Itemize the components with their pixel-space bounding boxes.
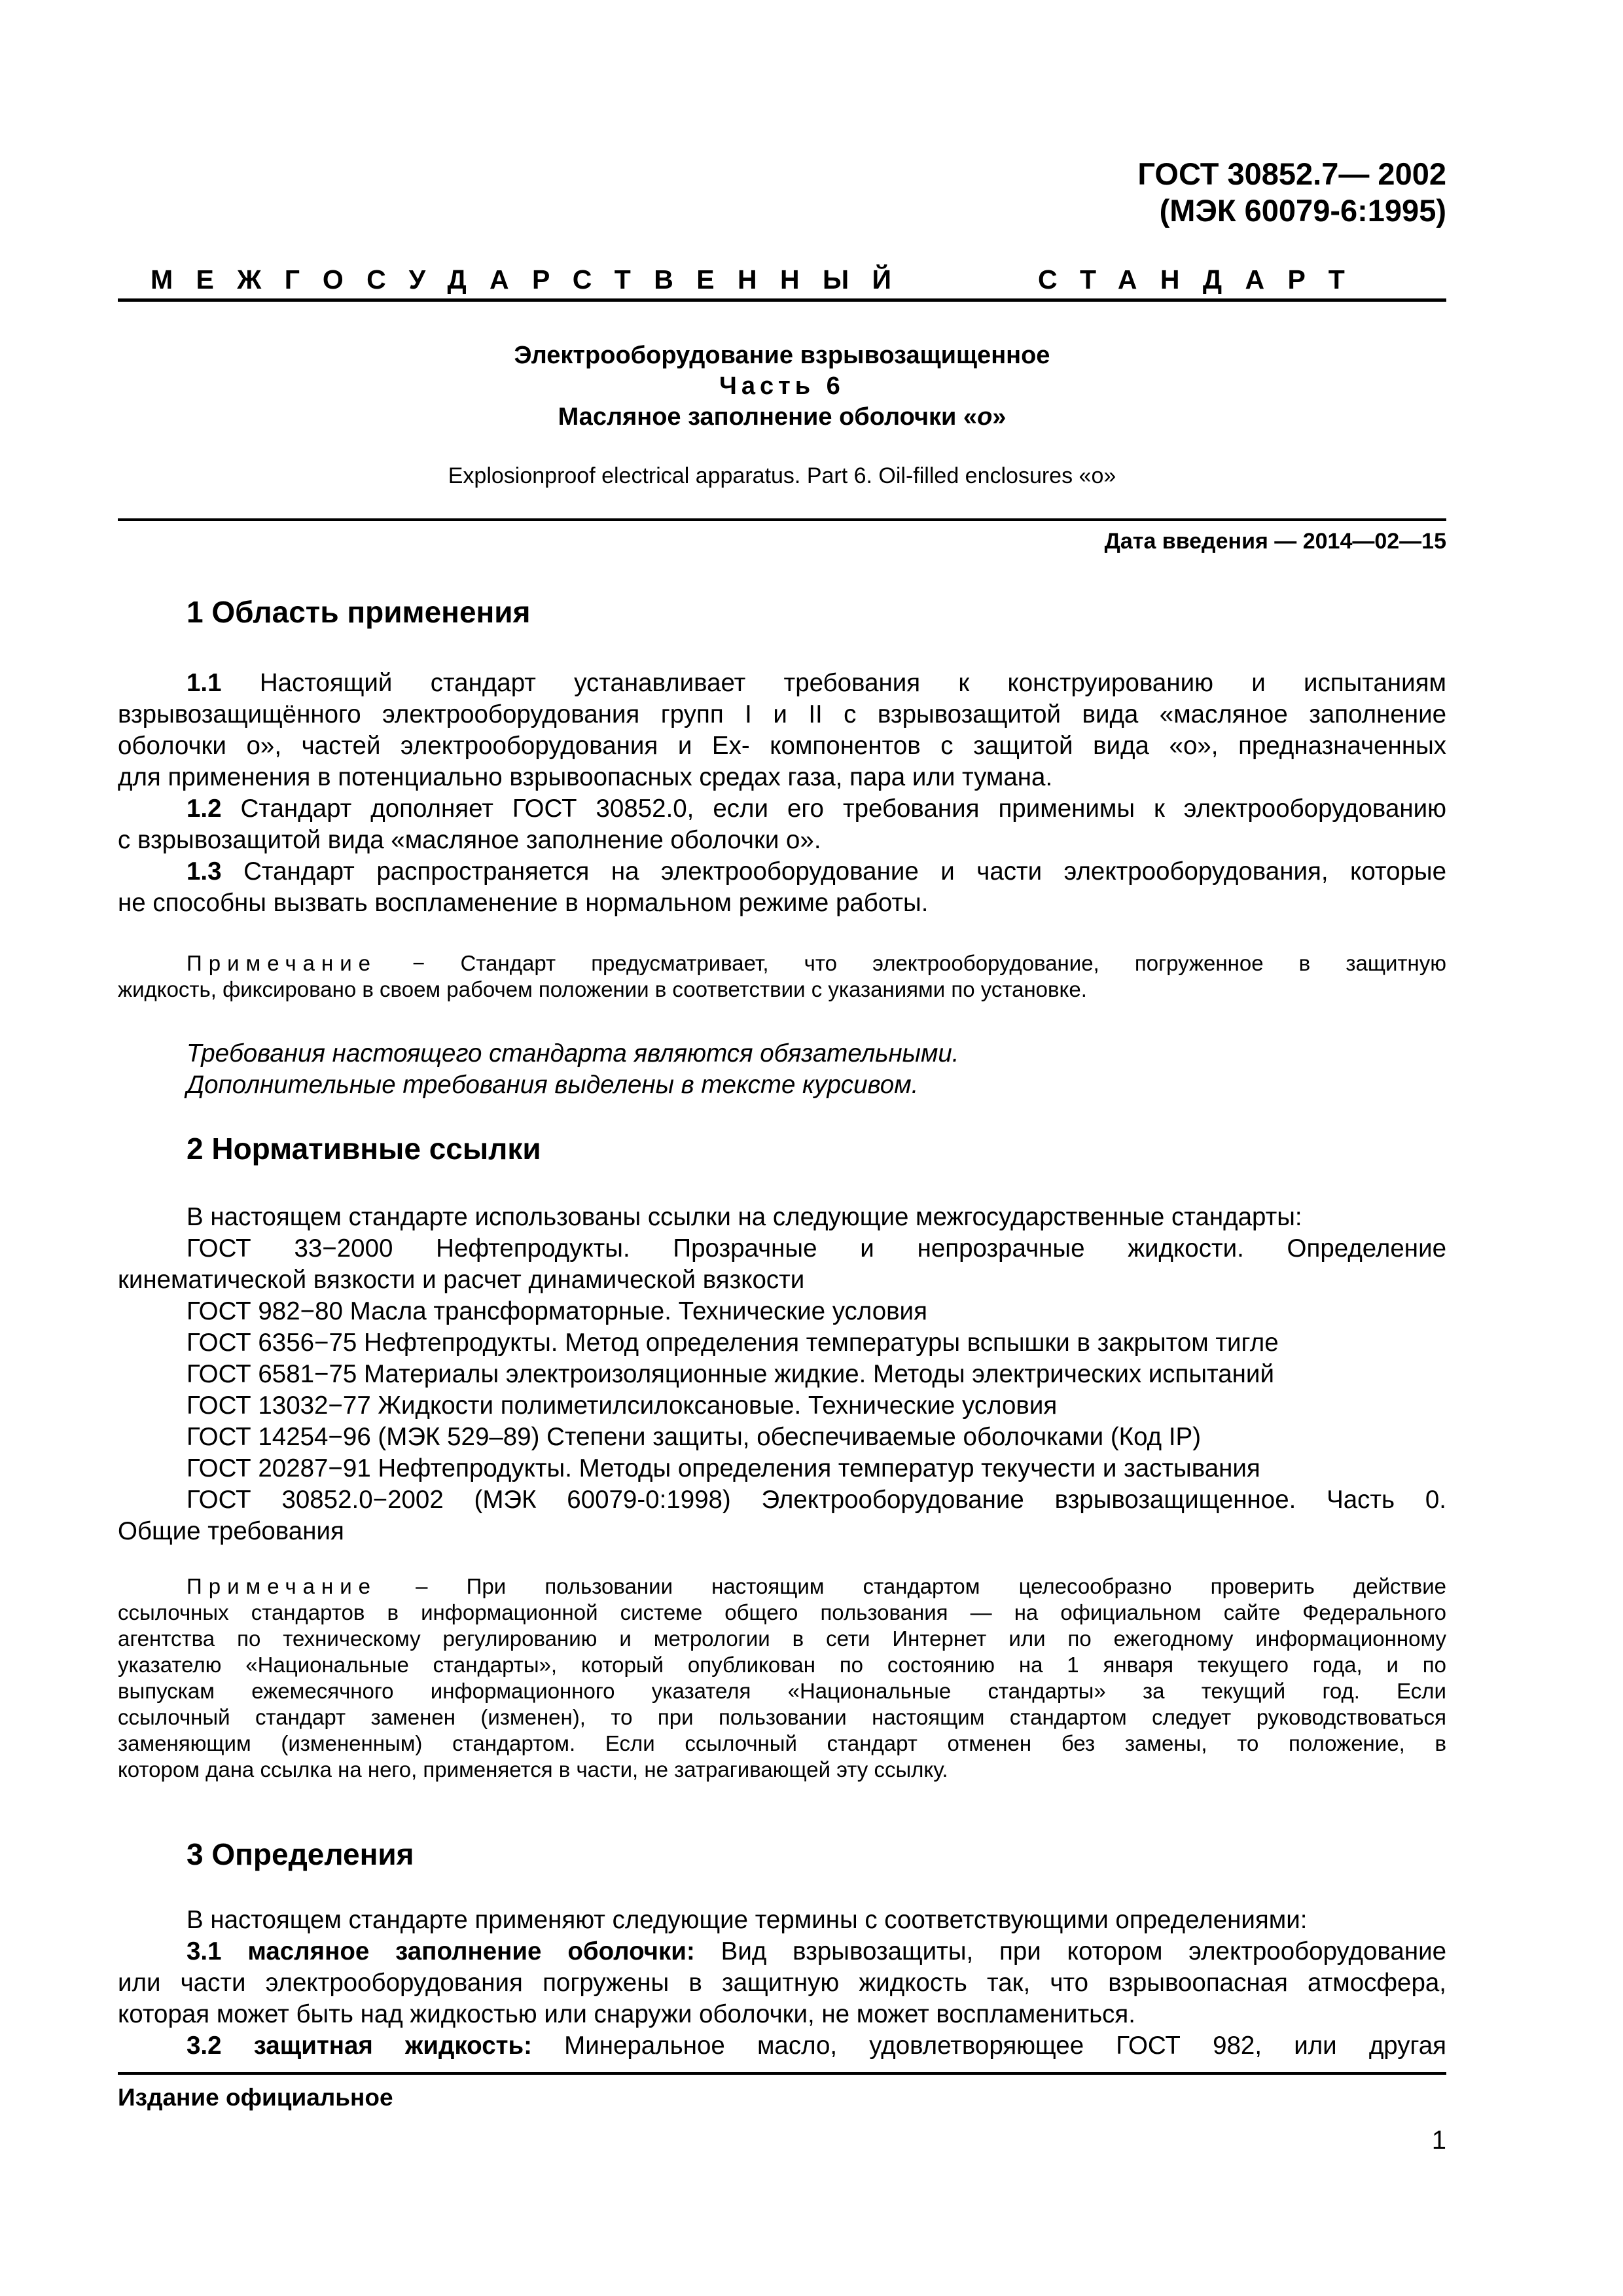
- english-title: Explosionproof electrical apparatus. Part 6. Oil-filled enclosures «o»: [448, 463, 1116, 488]
- para-1-2-line-2: с взрывозащитой вида «масляное заполнение оболочки о».: [118, 826, 821, 854]
- ref-gost-6356: ГОСТ 6356−75 Нефтепродукты. Метод определения температуры вспышки в закрытом тигле: [187, 1329, 1279, 1357]
- title-rule: [118, 518, 1446, 521]
- definitions-intro: В настоящем стандарте применяют следующие термины с соответствующими определениями:: [187, 1906, 1308, 1934]
- banner-word-1: МЕЖГОСУДАРСТВЕННЫЙ: [151, 264, 915, 295]
- note-2-line-1: Примечание – При пользовании настоящим стандартом целесообразно проверить действие: [187, 1574, 1446, 1598]
- section-3-body: [118, 1905, 1446, 2062]
- page-number: 1: [1431, 2126, 1446, 2155]
- iec-number: (МЭК 60079-6:1995): [1159, 193, 1446, 228]
- section-2-body: [118, 1202, 1446, 1547]
- section-3-heading: 3 Определения: [187, 1837, 414, 1871]
- ref-gost-20287: ГОСТ 20287−91 Нефтепродукты. Методы определения температур текучести и застывания: [187, 1454, 1260, 1482]
- section-1-heading: 1 Область применения: [187, 595, 531, 629]
- ref-gost-14254: ГОСТ 14254−96 (МЭК 529–89) Степени защиты, обеспечиваемые оболочками (Код IP): [187, 1423, 1202, 1451]
- note-2-line-7: заменяющим (измененным) стандартом. Если ссылочный стандарт отменен без замены, то положение, в: [118, 1731, 1446, 1755]
- ref-gost-33-cont: кинематической вязкости и расчет динамической вязкости: [118, 1266, 805, 1294]
- def-3-1-line-1: 3.1 масляное заполнение оболочки: Вид взрывозащиты, при котором электрооборудование: [187, 1937, 1447, 1965]
- standard-code: [1137, 156, 1446, 229]
- banner-word-2: СТАНДАРТ: [1038, 264, 1368, 295]
- note-2-line-3: агентства по техническому регулированию и метрологии в сети Интернет или по ежегодному информационному: [118, 1626, 1446, 1651]
- document-page: [118, 0, 1446, 2296]
- header-rule: [118, 298, 1446, 302]
- document-title: [118, 340, 1446, 433]
- para-1-1-line-4: для применения в потенциально взрывоопасных средах газа, пара или тумана.: [118, 763, 1053, 791]
- para-1-1-line-3: оболочки о», частей электрооборудования и Ex- компонентов с защитой вида «о», предназначенных: [118, 732, 1446, 760]
- mandatory-line-1: Требования настоящего стандарта являются обязательными.: [187, 1039, 959, 1067]
- section-1-note: [118, 950, 1446, 1003]
- para-1-3-line-1: 1.3 Стандарт распространяется на электрооборудование и части электрооборудования, которые: [187, 857, 1446, 886]
- note-2-line-5: выпускам ежемесячного информационного указателя «Национальные стандарты» за текущий год. Если: [118, 1679, 1446, 1703]
- def-3-2-line-1: 3.2 защитная жидкость: Минеральное масло, удовлетворяющее ГОСТ 982, или другая: [187, 2032, 1446, 2060]
- ref-gost-13032: ГОСТ 13032−77 Жидкости полиметилсилоксановые. Технические условия: [187, 1391, 1058, 1420]
- note-1-line-1: Примечание − Стандарт предусматривает, что электрооборудование, погруженное в защитную: [187, 951, 1447, 975]
- ref-gost-6581: ГОСТ 6581−75 Материалы электроизоляционные жидкие. Методы электрических испытаний: [187, 1360, 1274, 1388]
- title-line-1: Электрооборудование взрывозащищенное: [514, 342, 1050, 369]
- section-1-body: [118, 668, 1446, 919]
- ref-gost-30852-0-cont: Общие требования: [118, 1517, 344, 1545]
- mandatory-requirements: [118, 1038, 1446, 1101]
- para-1-3-line-2: не способны вызвать воспламенение в нормальном режиме работы.: [118, 889, 929, 917]
- para-1-1-line-2: взрывозащищённого электрооборудования групп I и II с взрывозащитой вида «масляное заполнение: [118, 700, 1446, 728]
- title-line-3: Масляное заполнение оболочки «о»: [558, 403, 1007, 431]
- standard-number: ГОСТ 30852.7— 2002: [1137, 156, 1446, 191]
- ref-gost-982: ГОСТ 982−80 Масла трансформаторные. Технические условия: [187, 1297, 927, 1325]
- note-2-line-2: ссылочных стандартов в информационной системе общего пользования — на официальном сайте Федерального: [118, 1600, 1446, 1624]
- note-2-line-6: ссылочный стандарт заменен (изменен), то при пользовании настоящим стандартом следует руководствоваться: [118, 1705, 1446, 1729]
- section-2-note: [118, 1573, 1446, 1783]
- para-1-2-line-1: 1.2 Стандарт дополняет ГОСТ 30852.0, если его требования применимы к электрооборудованию: [187, 795, 1446, 823]
- note-1-line-2: жидкость, фиксировано в своем рабочем положении в соответствии с указаниями по установке.: [118, 977, 1087, 1001]
- def-3-1-line-2: или части электрооборудования погружены в защитную жидкость так, что взрывоопасная атмосфера,: [118, 1969, 1446, 1997]
- introduction-date: Дата введения — 2014—02—15: [1104, 529, 1446, 554]
- footer-rule: [118, 2072, 1446, 2075]
- official-edition: Издание официальное: [118, 2084, 393, 2111]
- para-1-1-line-1: 1.1 Настоящий стандарт устанавливает требования к конструированию и испытаниям: [187, 669, 1446, 697]
- mandatory-line-2: Дополнительные требования выделены в тексте курсивом.: [187, 1071, 919, 1099]
- note-2-line-4: указателю «Национальные стандарты», который опубликован по состоянию на 1 января текущего года, и по: [118, 1653, 1446, 1677]
- refs-intro: В настоящем стандарте использованы ссылки на следующие межгосударственные стандарты:: [187, 1203, 1302, 1231]
- def-3-1-line-3: которая может быть над жидкостью или снаружи оболочки, не может воспламениться.: [118, 2000, 1135, 2028]
- ref-gost-33: ГОСТ 33−2000 Нефтепродукты. Прозрачные и непрозрачные жидкости. Определение: [187, 1234, 1446, 1263]
- section-2-heading: 2 Нормативные ссылки: [187, 1132, 541, 1166]
- ref-gost-30852-0: ГОСТ 30852.0−2002 (МЭК 60079-0:1998) Электрооборудование взрывозащищенное. Часть 0.: [187, 1486, 1446, 1514]
- note-2-line-8: котором дана ссылка на него, применяется в части, не затрагивающей эту ссылку.: [118, 1757, 948, 1782]
- title-part: Часть 6: [719, 372, 845, 400]
